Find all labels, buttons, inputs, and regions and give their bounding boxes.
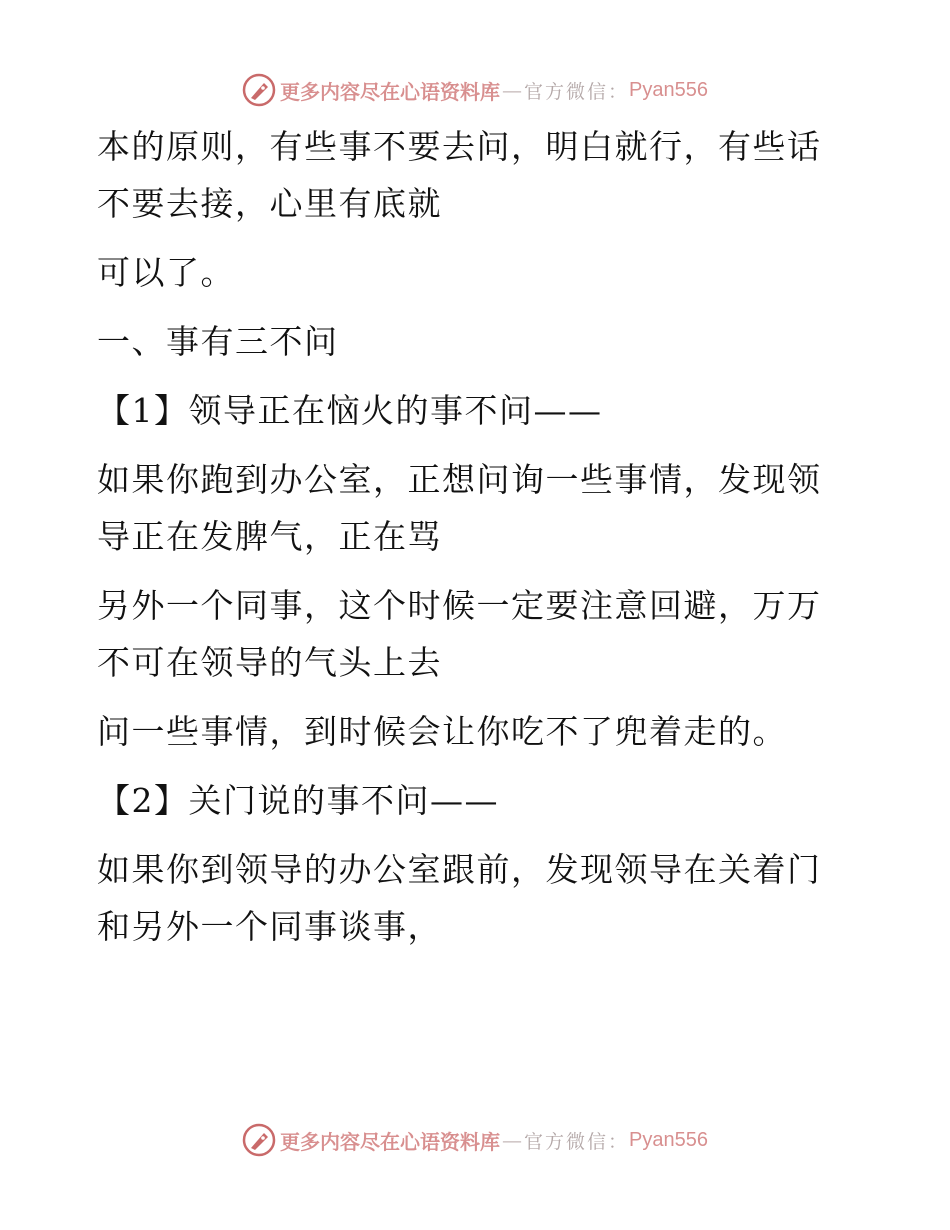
header-watermark	[0, 70, 950, 110]
subsection-heading: 【1】领导正在恼火的事不问——	[97, 391, 603, 430]
watermark-label: 官方微信：	[524, 1130, 630, 1153]
watermark-brand: 更多内容尽在心语资料库	[280, 1129, 500, 1154]
watermark-separator: —	[502, 78, 522, 102]
pen-nib-icon	[242, 73, 276, 107]
paragraph: 可以了。	[97, 253, 235, 292]
paragraph: 本的原则，有些事不要去问，明白就行，有些话不要去接，心里有底就	[97, 127, 822, 223]
paragraph: 问一些事情，到时候会让你吃不了兜着走的。	[97, 712, 787, 751]
section-heading: 一、事有三不问	[97, 322, 339, 361]
pen-nib-icon	[242, 1123, 276, 1157]
subsection-heading: 【2】关门说的事不问——	[97, 781, 499, 820]
watermark-label: 官方微信：	[524, 80, 630, 103]
paragraph: 如果你到领导的办公室跟前，发现领导在关着门和另外一个同事谈事，	[97, 850, 822, 946]
document-body	[97, 118, 837, 955]
watermark-brand: 更多内容尽在心语资料库	[280, 79, 500, 104]
paragraph: 如果你跑到办公室，正想问询一些事情，发现领导正在发脾气，正在骂	[97, 460, 822, 556]
watermark-handle: Pyan556	[629, 1128, 708, 1151]
footer-watermark	[0, 1120, 950, 1160]
paragraph: 另外一个同事，这个时候一定要注意回避，万万不可在领导的气头上去	[97, 586, 822, 682]
watermark-separator: —	[502, 1128, 522, 1152]
watermark-handle: Pyan556	[629, 78, 708, 101]
